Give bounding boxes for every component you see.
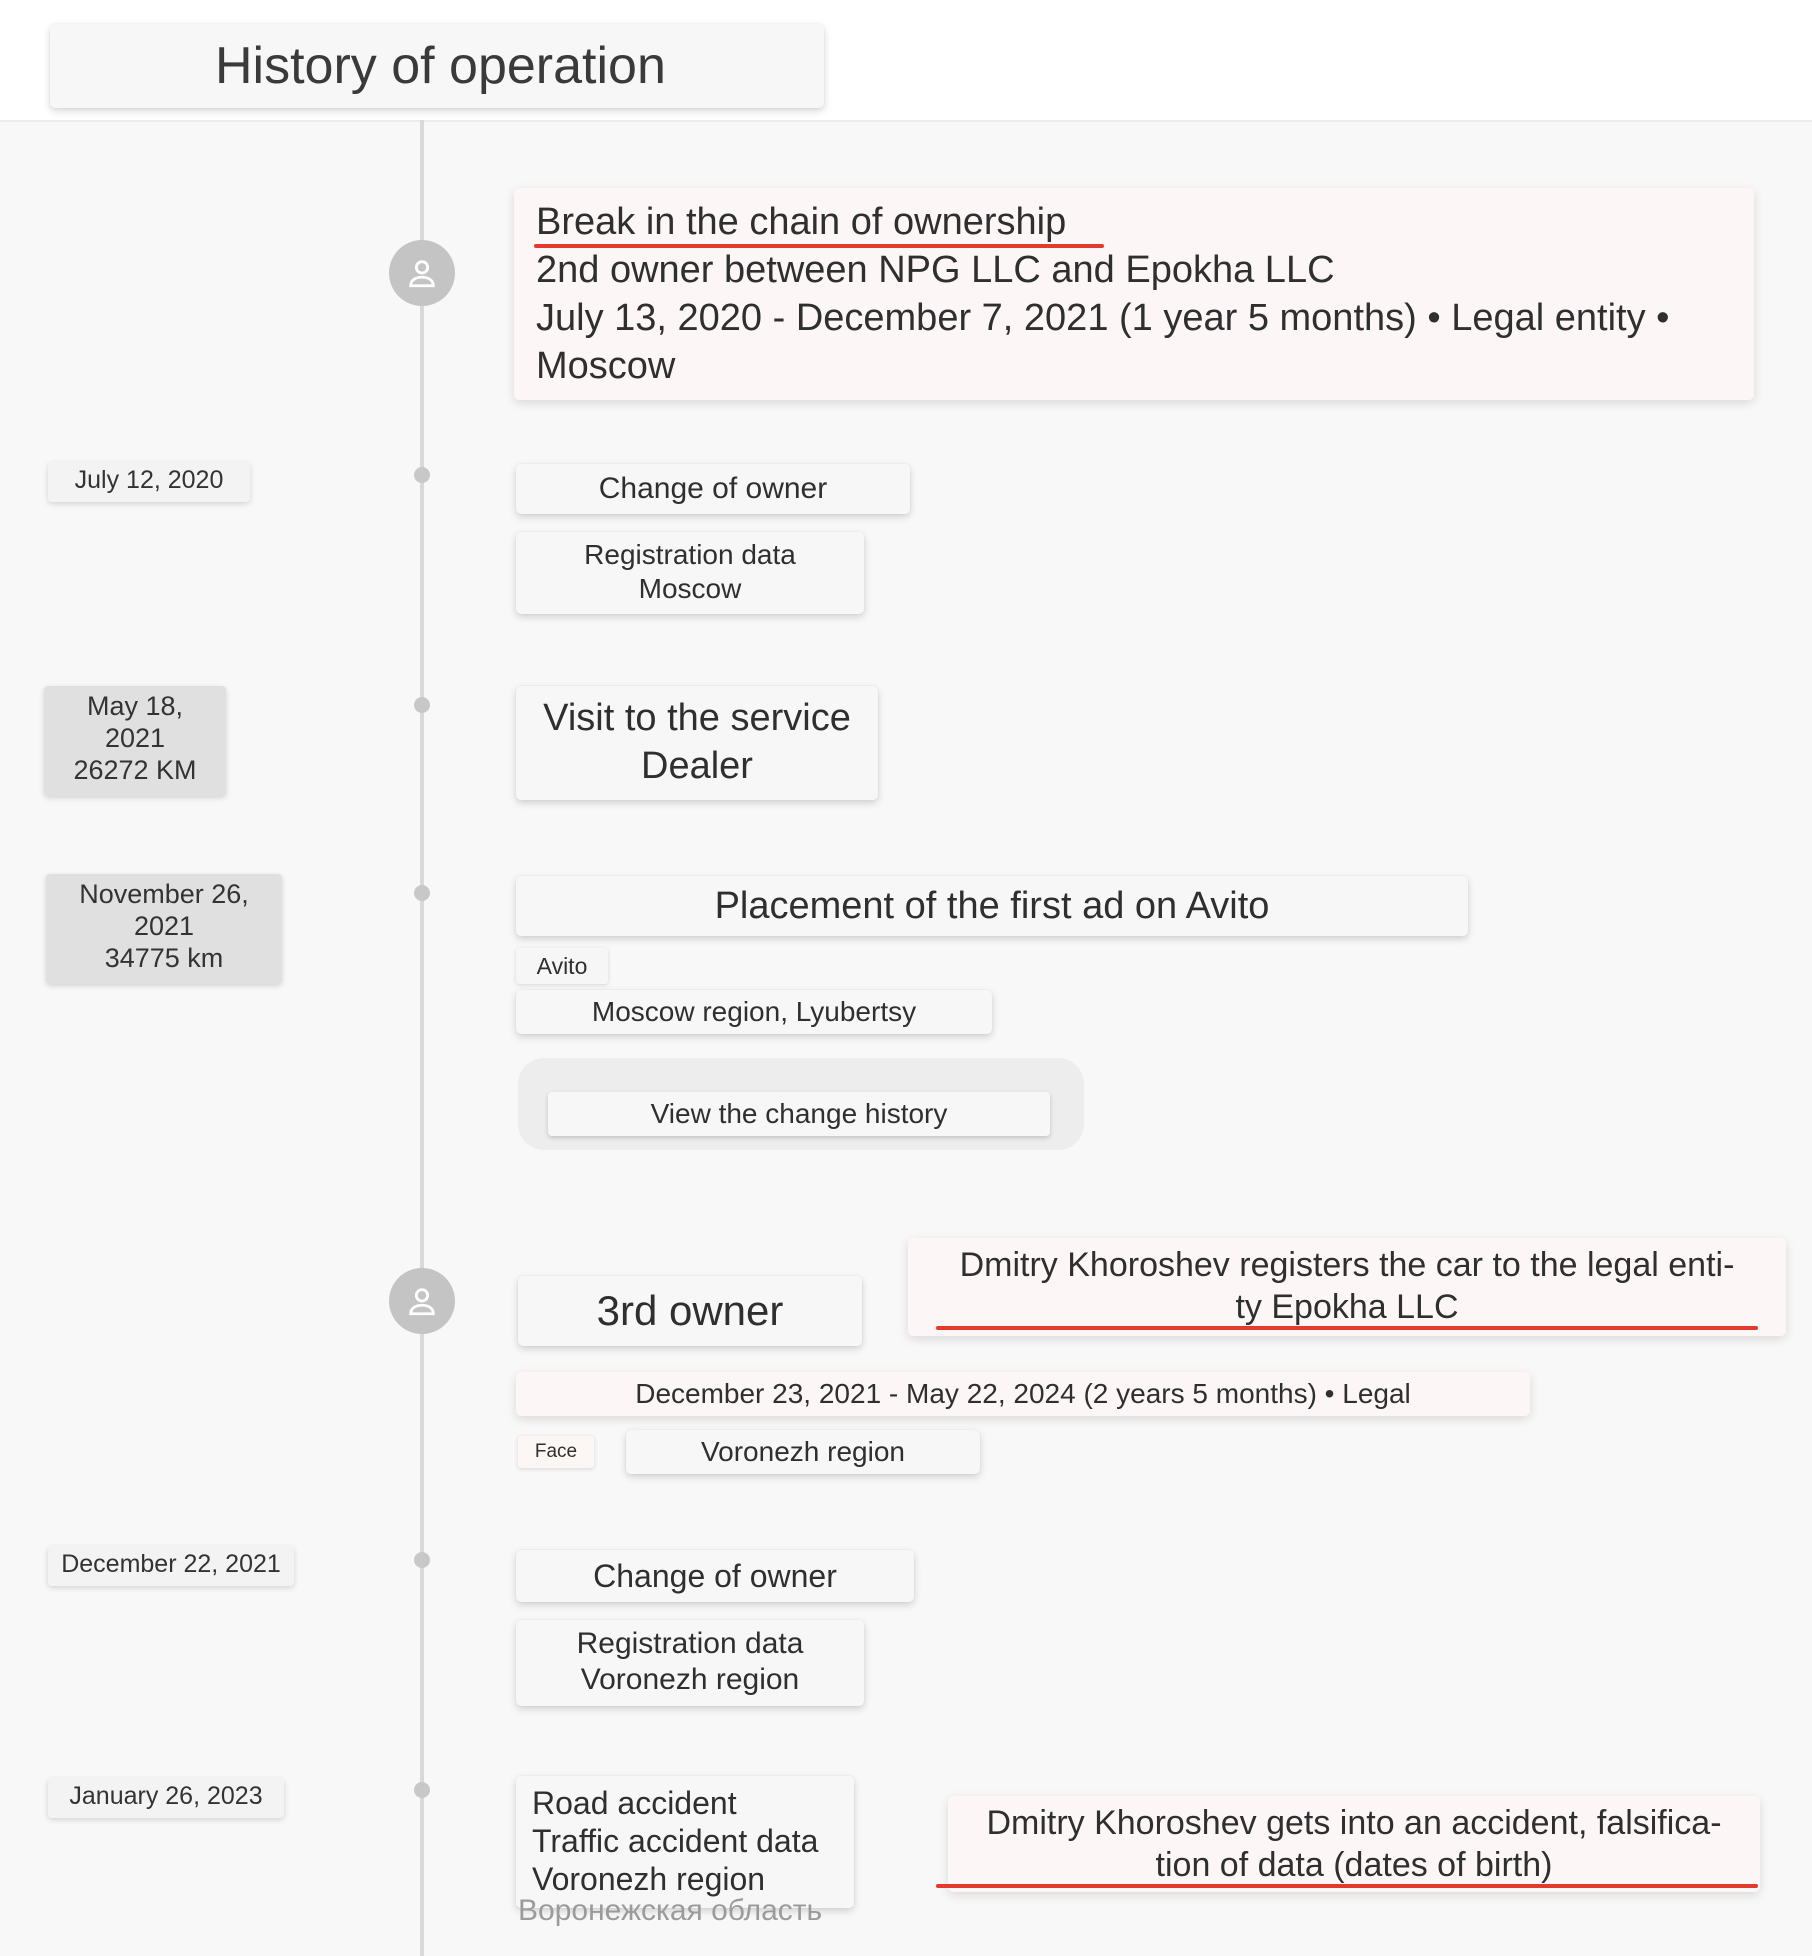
registration-label: Registration data (584, 539, 796, 570)
person-icon (405, 1284, 439, 1318)
event-mileage: 34775 km (104, 943, 224, 973)
red-underline (534, 244, 1104, 248)
event-title-text: Change of owner (593, 1557, 837, 1594)
timeline-line (420, 120, 424, 1956)
owner-avatar-3 (389, 1268, 455, 1334)
view-change-history-button[interactable] (548, 1092, 1050, 1136)
accident-note-line1: Dmitry Khoroshev gets into an accident, falsifica- (986, 1804, 1722, 1842)
owner-3-period-text: December 23, 2021 - May 22, 2024 (2 years 5 months) • Legal (635, 1378, 1411, 1409)
event-date-day: November 26, (79, 879, 249, 909)
registration-region: Voronezh region (580, 1663, 800, 1696)
registration-card (516, 532, 864, 614)
registration-city: Moscow (638, 573, 742, 604)
event-title (516, 464, 910, 514)
ad-location (516, 990, 992, 1034)
owner-2-period: July 13, 2020 - December 7, 2021 (1 year 5 months) • Legal entity • (536, 297, 1670, 339)
owner-3-title-text: 3rd owner (596, 1287, 784, 1334)
ad-location-text: Moscow region, Lyubertsy (591, 996, 917, 1027)
ad-source-tag (516, 948, 608, 984)
ad-placement-title-text: Placement of the first ad on Avito (714, 884, 1270, 927)
event-title-text: Change of owner (598, 472, 828, 505)
registration-label: Registration data (576, 1627, 804, 1660)
accident-note-line2: tion of data (dates of birth) (1155, 1846, 1553, 1884)
page-title-text: History of operation (215, 37, 666, 95)
event-date: July 12, 2020 (48, 462, 250, 502)
service-visit-card (516, 686, 878, 800)
ownership-break-heading: Break in the chain of ownership (536, 201, 1067, 243)
owner-avatar-2 (389, 240, 455, 306)
page-title (50, 24, 824, 108)
event-date-day: May 18, (86, 691, 184, 721)
view-change-history-label: View the change history (650, 1098, 948, 1129)
ghost-region-text: Воронежская область (518, 1894, 823, 1927)
service-visit-title: Visit to the service (543, 697, 851, 739)
accident-note (948, 1796, 1760, 1892)
accident-region: Voronezh region (532, 1861, 766, 1897)
owner-2-card (514, 188, 1754, 400)
ad-source-text: Avito (536, 952, 588, 979)
owner-3-title (518, 1276, 862, 1346)
ad-placement-title (516, 876, 1468, 936)
registration-note-line2: ty Epokha LLC (1235, 1288, 1459, 1326)
person-icon (405, 256, 439, 290)
face-tag (518, 1436, 594, 1468)
registration-note-line1: Dmitry Khoroshev registers the car to the legal enti- (959, 1246, 1735, 1284)
service-visit-type: Dealer (641, 745, 753, 787)
event-mileage: 26272 KM (73, 755, 197, 785)
event-date: January 26, 2023 (48, 1778, 284, 1818)
event-title (516, 1550, 914, 1602)
red-underline (936, 1326, 1758, 1330)
road-accident-card (516, 1776, 854, 1908)
owner-3-region-text: Voronezh region (701, 1436, 905, 1467)
event-date (46, 874, 282, 984)
owner-2-city: Moscow (536, 345, 676, 387)
event-date: December 22, 2021 (48, 1546, 294, 1586)
owner-3-region (626, 1430, 980, 1474)
accident-data-label: Traffic accident data (532, 1823, 819, 1859)
timeline-dot (414, 885, 430, 901)
timeline-dot (414, 467, 430, 483)
event-date-year: 2021 (104, 723, 166, 753)
accident-title: Road accident (532, 1785, 737, 1821)
timeline-dot (414, 1782, 430, 1798)
red-underline (936, 1884, 1758, 1888)
face-tag-text: Face (534, 1441, 578, 1462)
owner-3-period (516, 1372, 1530, 1416)
event-date (44, 686, 226, 796)
timeline-dot (414, 697, 430, 713)
registration-card (516, 1620, 864, 1706)
owner-2-summary: 2nd owner between NPG LLC and Epokha LLC (536, 249, 1335, 291)
registration-note (908, 1238, 1786, 1336)
event-date-year: 2021 (133, 911, 195, 941)
timeline-dot (414, 1552, 430, 1568)
